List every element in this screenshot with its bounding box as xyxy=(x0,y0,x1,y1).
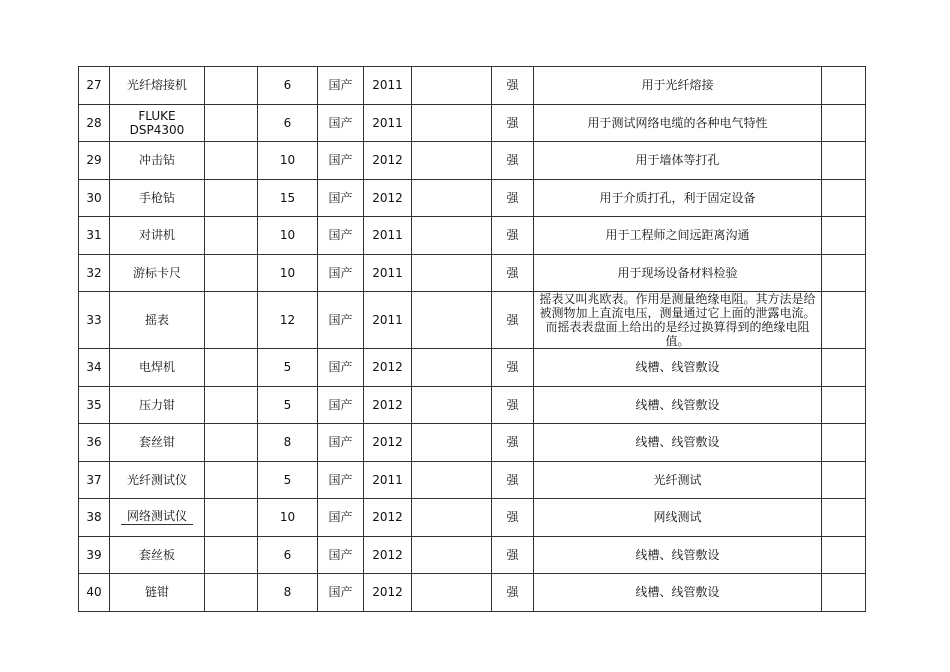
condition-cell: 强 xyxy=(492,179,534,217)
model-cell xyxy=(205,386,258,424)
equipment-name: 游标卡尺 xyxy=(110,254,205,292)
usage-cell: 用于光纤熔接 xyxy=(534,67,822,105)
usage-cell: 光纤测试 xyxy=(534,461,822,499)
quantity-cell: 6 xyxy=(258,536,318,574)
usage-cell: 线槽、线管敷设 xyxy=(534,424,822,462)
usage-cell: 线槽、线管敷设 xyxy=(534,536,822,574)
usage-cell: 用于现场设备材料检验 xyxy=(534,254,822,292)
remark-cell xyxy=(822,217,866,255)
power-cell xyxy=(412,574,492,612)
power-cell xyxy=(412,461,492,499)
table-row xyxy=(79,67,866,105)
year-cell: 2011 xyxy=(364,104,412,142)
model-cell xyxy=(205,349,258,387)
equipment-table xyxy=(78,66,866,612)
model-cell xyxy=(205,254,258,292)
model-cell xyxy=(205,217,258,255)
condition-cell: 强 xyxy=(492,254,534,292)
usage-cell: 网线测试 xyxy=(534,499,822,537)
remark-cell xyxy=(822,292,866,349)
remark-cell xyxy=(822,179,866,217)
row-number: 34 xyxy=(79,349,110,387)
usage-cell: 线槽、线管敷设 xyxy=(534,574,822,612)
remark-cell xyxy=(822,499,866,537)
quantity-cell: 8 xyxy=(258,574,318,612)
row-number: 37 xyxy=(79,461,110,499)
origin-cell: 国产 xyxy=(318,254,364,292)
table-row xyxy=(79,386,866,424)
condition-cell: 强 xyxy=(492,142,534,180)
remark-cell xyxy=(822,142,866,180)
model-cell xyxy=(205,179,258,217)
condition-cell: 强 xyxy=(492,217,534,255)
origin-cell: 国产 xyxy=(318,499,364,537)
row-number: 40 xyxy=(79,574,110,612)
usage-cell: 用于工程师之间远距离沟通 xyxy=(534,217,822,255)
year-cell: 2011 xyxy=(364,217,412,255)
equipment-name: 手枪钻 xyxy=(110,179,205,217)
usage-cell: 线槽、线管敷设 xyxy=(534,386,822,424)
row-number: 38 xyxy=(79,499,110,537)
origin-cell: 国产 xyxy=(318,67,364,105)
quantity-cell: 8 xyxy=(258,424,318,462)
equipment-name: 光纤测试仪 xyxy=(110,461,205,499)
condition-cell: 强 xyxy=(492,104,534,142)
remark-cell xyxy=(822,461,866,499)
table-row xyxy=(79,574,866,612)
row-number: 28 xyxy=(79,104,110,142)
year-cell: 2011 xyxy=(364,67,412,105)
model-cell xyxy=(205,67,258,105)
remark-cell xyxy=(822,254,866,292)
model-cell xyxy=(205,461,258,499)
power-cell xyxy=(412,499,492,537)
year-cell: 2012 xyxy=(364,142,412,180)
model-cell xyxy=(205,142,258,180)
quantity-cell: 10 xyxy=(258,499,318,537)
row-number: 30 xyxy=(79,179,110,217)
origin-cell: 国产 xyxy=(318,424,364,462)
condition-cell: 强 xyxy=(492,386,534,424)
table-row xyxy=(79,349,866,387)
quantity-cell: 5 xyxy=(258,349,318,387)
remark-cell xyxy=(822,386,866,424)
quantity-cell: 6 xyxy=(258,104,318,142)
row-number: 35 xyxy=(79,386,110,424)
condition-cell: 强 xyxy=(492,461,534,499)
origin-cell: 国产 xyxy=(318,179,364,217)
equipment-name: 摇表 xyxy=(110,292,205,349)
power-cell xyxy=(412,349,492,387)
row-number: 31 xyxy=(79,217,110,255)
equipment-name: 套丝板 xyxy=(110,536,205,574)
remark-cell xyxy=(822,349,866,387)
equipment-name: 对讲机 xyxy=(110,217,205,255)
equipment-name: 电焊机 xyxy=(110,349,205,387)
power-cell xyxy=(412,424,492,462)
year-cell: 2012 xyxy=(364,574,412,612)
model-cell xyxy=(205,499,258,537)
model-cell xyxy=(205,292,258,349)
year-cell: 2011 xyxy=(364,461,412,499)
power-cell xyxy=(412,104,492,142)
power-cell xyxy=(412,217,492,255)
quantity-cell: 5 xyxy=(258,461,318,499)
equipment-name: 冲击钻 xyxy=(110,142,205,180)
year-cell: 2012 xyxy=(364,386,412,424)
table-row xyxy=(79,536,866,574)
equipment-name: 链钳 xyxy=(110,574,205,612)
table-row xyxy=(79,104,866,142)
row-number: 39 xyxy=(79,536,110,574)
origin-cell: 国产 xyxy=(318,292,364,349)
quantity-cell: 10 xyxy=(258,254,318,292)
quantity-cell: 10 xyxy=(258,142,318,180)
quantity-cell: 12 xyxy=(258,292,318,349)
power-cell xyxy=(412,142,492,180)
row-number: 33 xyxy=(79,292,110,349)
origin-cell: 国产 xyxy=(318,217,364,255)
condition-cell: 强 xyxy=(492,499,534,537)
usage-cell: 线槽、线管敷设 xyxy=(534,349,822,387)
origin-cell: 国产 xyxy=(318,536,364,574)
power-cell xyxy=(412,254,492,292)
origin-cell: 国产 xyxy=(318,349,364,387)
remark-cell xyxy=(822,536,866,574)
condition-cell: 强 xyxy=(492,536,534,574)
remark-cell xyxy=(822,424,866,462)
model-cell xyxy=(205,424,258,462)
equipment-name: 套丝钳 xyxy=(110,424,205,462)
quantity-cell: 15 xyxy=(258,179,318,217)
usage-cell: 用于墙体等打孔 xyxy=(534,142,822,180)
table-row xyxy=(79,424,866,462)
row-number: 36 xyxy=(79,424,110,462)
model-cell xyxy=(205,536,258,574)
table-row xyxy=(79,142,866,180)
year-cell: 2011 xyxy=(364,254,412,292)
power-cell xyxy=(412,292,492,349)
power-cell xyxy=(412,67,492,105)
table-row xyxy=(79,179,866,217)
origin-cell: 国产 xyxy=(318,461,364,499)
origin-cell: 国产 xyxy=(318,574,364,612)
origin-cell: 国产 xyxy=(318,386,364,424)
power-cell xyxy=(412,179,492,217)
equipment-name: 光纤熔接机 xyxy=(110,67,205,105)
quantity-cell: 10 xyxy=(258,217,318,255)
year-cell: 2012 xyxy=(364,499,412,537)
table-row xyxy=(79,292,866,349)
year-cell: 2012 xyxy=(364,536,412,574)
usage-cell: 摇表又叫兆欧表。作用是测量绝缘电阻。其方法是给被测物加上直流电压，测量通过它上面的泄露电流。而摇表表盘面上给出的是经过换算得到的绝缘电阻值。 xyxy=(534,292,822,349)
year-cell: 2012 xyxy=(364,349,412,387)
condition-cell: 强 xyxy=(492,292,534,349)
row-number: 29 xyxy=(79,142,110,180)
power-cell xyxy=(412,536,492,574)
year-cell: 2011 xyxy=(364,292,412,349)
remark-cell xyxy=(822,104,866,142)
year-cell: 2012 xyxy=(364,424,412,462)
table-row xyxy=(79,461,866,499)
condition-cell: 强 xyxy=(492,424,534,462)
condition-cell: 强 xyxy=(492,67,534,105)
equipment-name: FLUKE DSP4300 xyxy=(110,104,205,142)
model-cell xyxy=(205,104,258,142)
quantity-cell: 6 xyxy=(258,67,318,105)
power-cell xyxy=(412,386,492,424)
row-number: 32 xyxy=(79,254,110,292)
row-number: 27 xyxy=(79,67,110,105)
remark-cell xyxy=(822,67,866,105)
year-cell: 2012 xyxy=(364,179,412,217)
equipment-name-cell xyxy=(110,499,205,537)
model-cell xyxy=(205,574,258,612)
table-row xyxy=(79,217,866,255)
table-row xyxy=(79,499,866,537)
origin-cell: 国产 xyxy=(318,142,364,180)
remark-cell xyxy=(822,574,866,612)
table-row xyxy=(79,254,866,292)
origin-cell: 国产 xyxy=(318,104,364,142)
usage-cell: 用于测试网络电缆的各种电气特性 xyxy=(534,104,822,142)
usage-cell: 用于介质打孔，利于固定设备 xyxy=(534,179,822,217)
quantity-cell: 5 xyxy=(258,386,318,424)
condition-cell: 强 xyxy=(492,349,534,387)
equipment-name: 压力钳 xyxy=(110,386,205,424)
equipment-name: 网络测试仪 xyxy=(121,509,193,525)
condition-cell: 强 xyxy=(492,574,534,612)
